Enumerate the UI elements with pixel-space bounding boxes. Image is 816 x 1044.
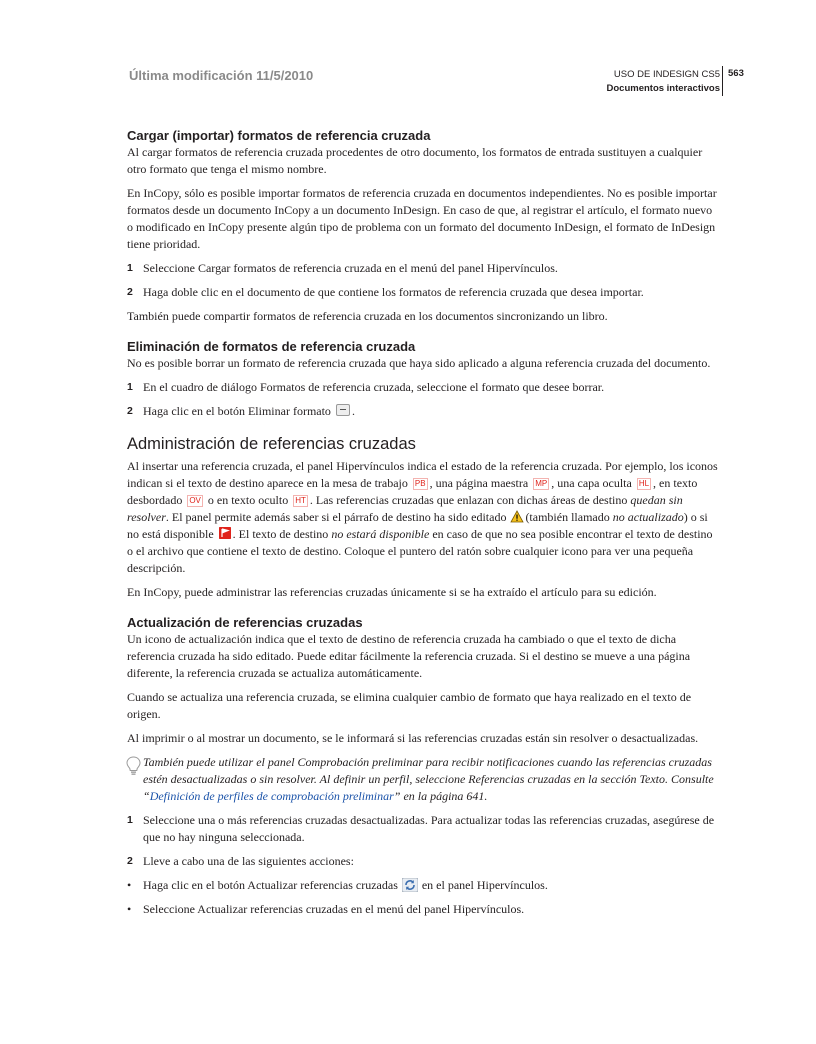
step-text: En el cuadro de diálogo Formatos de referencia cruzada, seleccione el formato que desee borrar. — [143, 380, 605, 394]
lightbulb-icon — [126, 756, 141, 776]
preflight-profile-link[interactable]: Definición de perfiles de comprobación preliminar — [149, 789, 394, 803]
paragraph: En InCopy, puede administrar las referencias cruzadas únicamente si se ha extraído el artículo para su edición. — [127, 585, 657, 599]
step-number: 1 — [127, 262, 133, 274]
running-header-right — [607, 68, 721, 96]
book-title: USO DE INDESIGN CS5 — [613, 69, 720, 80]
step-item — [127, 812, 719, 846]
running-header-left: Última modificación 11/5/2010 — [129, 68, 314, 83]
header-divider — [722, 66, 723, 96]
step-text-part: . — [351, 404, 355, 418]
chapter-title: Documentos interactivos — [606, 83, 720, 94]
step-item — [127, 284, 719, 301]
step-text: Lleve a cabo una de las siguientes acciones: — [143, 854, 354, 868]
step-item — [127, 403, 719, 420]
tip-note: También puede utilizar el panel Comprobación preliminar para recibir notificaciones cuando las referencias cruzadas estén desactualizadas o sin resolver. Al definir un perfil, seleccione Referencias cruzadas en la sección Texto. Consulte “Definición de perfiles de comprobación preliminar” en la página 641. — [127, 754, 719, 805]
missing-flag-icon — [219, 527, 231, 539]
page-content — [127, 127, 719, 918]
step-number: 1 — [127, 814, 133, 826]
step-number: 2 — [127, 286, 133, 298]
step-text: Seleccione una o más referencias cruzadas desactualizadas. Para actualizar todas las referencias cruzadas, asegúrese de que no hay ninguna seleccionada. — [143, 813, 715, 844]
step-number: 2 — [127, 855, 133, 867]
bullet-mark: • — [127, 878, 132, 892]
hidden-layer-icon: HL — [638, 479, 650, 488]
paragraph: Un icono de actualización indica que el texto de destino de referencia cruzada ha cambiado o que el texto de dicha referencia cruzada ha sido editado. Puede editar fácilmente la referencia cruzada. Si el destino se mueve a una página diferente, la referencia cruzada se actualiza automáticamente. — [127, 632, 691, 680]
delete-format-button-icon — [336, 404, 350, 416]
overset-text-icon: OV — [189, 496, 201, 505]
refresh-icon — [402, 878, 418, 892]
step-text-part: Haga clic en el botón Eliminar formato — [143, 404, 331, 418]
paragraph: También puede compartir formatos de referencia cruzada en los documentos sincronizando un libro. — [127, 309, 608, 323]
warning-icon — [510, 510, 524, 523]
step-text — [143, 403, 355, 420]
paragraph: En InCopy, sólo es posible importar formatos de referencia cruzada en documentos independientes. No es posible importar formatos desde un documento InCopy a un documento InDesign. En caso de que, al registrar el artículo, el formato nuevo o modificado en InCopy presente algún tipo de problema con un formato del documento InDesign, el formato de InDesign tiene prioridad. — [127, 186, 717, 251]
master-page-icon: MP — [535, 479, 548, 488]
page-number: 563 — [728, 68, 744, 79]
section-heading-delete-formats: Eliminación de formatos de referencia cruzada — [127, 339, 416, 354]
step-number: 1 — [127, 381, 133, 393]
paragraph: Al insertar una referencia cruzada, el panel Hipervínculos indica el estado de la referencia cruzada. Por ejemplo, los iconos indican si el texto de destino aparece en la mesa de trabajo PB , una página maestra MP , una capa oculta HL , en texto desbordado OV o en texto oculto HT . Las referencias cruzadas que enlazan con dichas áreas de destino quedan sin resolver. El panel permite además saber si el párrafo de destino ha sido editado (también llamado no actualizado) o si no está disponible . El texto de destino no estará disponible en caso de que no sea posible encontrar el texto de destino o el archivo que contiene el texto de destino. Coloque el puntero del ratón sobre cualquier icono para ver una pequeña descripción. — [127, 459, 718, 575]
pasteboard-icon: PB — [414, 479, 426, 488]
step-item — [127, 260, 719, 277]
bullet-text: Haga clic en el botón Actualizar referencias cruzadas en el panel Hipervínculos. — [143, 878, 548, 892]
step-number: 2 — [127, 405, 133, 417]
paragraph: Al cargar formatos de referencia cruzada procedentes de otro documento, los formatos de entrada sustituyen a cualquier otro formato que tenga el mismo nombre. — [127, 145, 703, 176]
hidden-text-icon: HT — [295, 496, 306, 505]
step-text: Seleccione Cargar formatos de referencia cruzada en el menú del panel Hipervínculos. — [143, 261, 558, 275]
step-item — [127, 379, 719, 396]
step-item — [127, 853, 719, 870]
section-heading-manage-cross-references: Administración de referencias cruzadas — [127, 435, 416, 453]
paragraph: Al imprimir o al mostrar un documento, se le informará si las referencias cruzadas están sin resolver o desactualizadas. — [127, 731, 699, 745]
bullet-item — [127, 901, 719, 918]
bullet-text: Seleccione Actualizar referencias cruzadas en el menú del panel Hipervínculos. — [143, 902, 525, 916]
bullet-item — [127, 877, 719, 894]
section-heading-update-cross-references: Actualización de referencias cruzadas — [127, 615, 363, 630]
section-heading-load-formats: Cargar (importar) formatos de referencia cruzada — [127, 128, 431, 143]
paragraph: No es posible borrar un formato de referencia cruzada que haya sido aplicado a alguna referencia cruzada del documento. — [127, 356, 711, 370]
paragraph: Cuando se actualiza una referencia cruzada, se elimina cualquier cambio de formato que haya realizado en el texto de origen. — [127, 690, 692, 721]
step-text: Haga doble clic en el documento de que contiene los formatos de referencia cruzada que desea importar. — [143, 285, 644, 299]
bullet-mark: • — [127, 902, 132, 916]
